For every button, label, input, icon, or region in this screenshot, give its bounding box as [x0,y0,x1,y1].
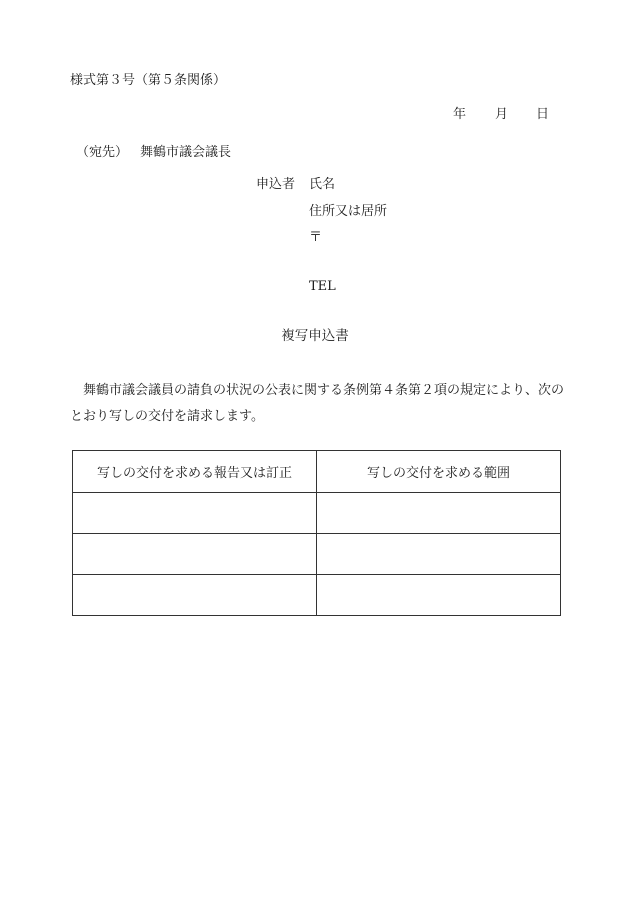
table-row [73,575,561,616]
date-month-label: 月 [495,107,509,122]
header-scope: 写しの交付を求める範囲 [317,451,561,493]
applicant-tel-label: TEL [309,279,336,294]
postal-mark: 〒 [309,230,323,245]
cell-scope [317,534,561,575]
cell-scope [317,575,561,616]
cell-report-or-correction [73,493,317,534]
form-number: 様式第３号（第５条関係） [70,73,227,88]
table-header-row [73,451,561,493]
request-table [72,450,561,616]
applicant-address-label: 住所又は居所 [309,204,388,219]
applicant-name-label: 氏名 [309,177,336,192]
table-row [73,534,561,575]
request-body-text: 舞鶴市議会議員の請負の状況の公表に関する条例第４条第２項の規定により、次のとおり写しの交付を請求します。 [70,383,565,424]
cell-scope [317,493,561,534]
cell-report-or-correction [73,534,317,575]
applicant-label: 申込者 [256,177,296,192]
table-row [73,493,561,534]
header-report-or-correction: 写しの交付を求める報告又は訂正 [73,451,317,493]
addressee [76,146,231,159]
addressee-prefix: （宛先） [76,145,129,160]
cell-report-or-correction [73,575,317,616]
date-year-label: 年 [453,107,467,122]
document-title: 複写申込書 [281,328,349,344]
addressee-name: 舞鶴市議会議長 [140,145,232,160]
date-day-label: 日 [536,107,550,122]
